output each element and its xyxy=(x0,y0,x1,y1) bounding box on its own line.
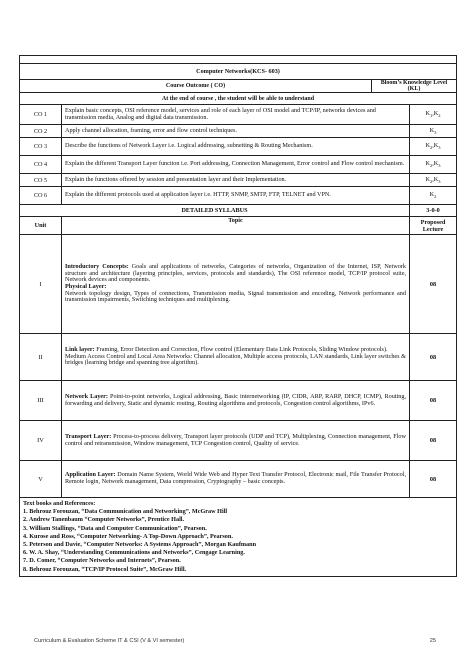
reference-item: 3. William Stallings, “Data and Computer Communication”, Pearson. xyxy=(23,524,207,532)
top-spacer xyxy=(20,56,457,64)
co-knowledge-level: $K_2,K_3$ xyxy=(410,174,457,187)
topic-heading: Link layer: xyxy=(65,345,95,353)
syllabus-title-row xyxy=(20,205,457,217)
co-label: CO 3 xyxy=(20,138,62,156)
unit-number: III xyxy=(20,381,62,421)
topic-paragraph xyxy=(65,394,406,407)
outcome-row xyxy=(20,125,457,138)
topic-body: Goals and applications of networks, Categories of networks, Organization of the Internet, ISP, Network structure and architecture (layering principles, services, protocols and standards), The OSI reference model, TCP/IP protocol suite, Network devices and components. xyxy=(65,262,406,284)
unit-row xyxy=(20,461,457,498)
unit-column-header: Unit xyxy=(20,217,62,235)
co-knowledge-level: $K_3$ xyxy=(410,125,457,138)
topic-body: Point-to-point networks, Logical addressing, Basic internetworking (IP, CIDR, ARP, RARP, DHCP, ICMP), Routing, forwarding and delivery, Static and dynamic routing, Routing algorithms and protocols, Congestion control algorithms, IPv6. xyxy=(65,392,406,407)
topic-paragraph xyxy=(65,434,406,447)
unit-topics xyxy=(62,381,410,421)
topic-heading: Physical Layer: xyxy=(65,283,107,290)
topic-body: Medium Access Control and Local Area Networks: Channel allocation, Multiple access protocols, LAN standards, Link layer switches & bridges (learning bridge and spanning tree algorithm). xyxy=(65,352,406,367)
syllabus-title: DETAILED SYLLABUS xyxy=(20,205,410,217)
topic-body: Framing, Error Detection and Correction, Flow control (Elementary Data Link Protocols, Sliding Window protocols). xyxy=(94,345,388,353)
co-description: Explain basic concepts, OSI reference model, services and role of each layer of OSI model and TCP/IP, networks devices and transmission media, Analog and digital data transmission. xyxy=(62,105,410,125)
references-block xyxy=(20,498,457,577)
outcome-subheading: At the end of course , the student will be able to understand xyxy=(20,93,457,105)
co-description: Apply channel allocation, framing, error and flow control techniques. xyxy=(62,125,410,138)
co-description: Explain the functions offered by session and presentation layer and their Implementation. xyxy=(62,174,410,187)
course-outcome-header: Course Outcome ( CO) xyxy=(20,80,372,93)
co-label: CO 6 xyxy=(20,187,62,205)
reference-item: 7. D. Comer, “Computer Networks and Internets”, Pearson. xyxy=(23,557,181,565)
co-description: Explain the different Transport Layer function i.e. Port addressing, Connection Management, Error control and Flow control mechanism. xyxy=(62,156,410,174)
course-title: Computer Networks(KCS- 603) xyxy=(20,64,457,80)
topic-paragraph xyxy=(65,472,406,485)
topic-body: Domain Name System, World Wide Web and Hyper Text Transfer Protocol, Electronic mail, File Transfer Protocol, Remote login, Network management, Data compression, Cryptography – basic concepts. xyxy=(65,471,406,485)
topic-paragraph xyxy=(65,291,406,304)
footer-text: Curriculum & Evaluation Scheme IT & CSI (V & VI semester) xyxy=(34,638,185,644)
topic-body: Network topology design, Types of connections, Transmission media, Signal transmission and encoding, Network performance and transmission impairments, Switching techniques and multiplexing. xyxy=(65,289,406,304)
syllabus-page xyxy=(19,55,456,577)
topic-heading: Transport Layer: xyxy=(65,432,112,440)
topic-body: Process-to-process delivery, Transport layer protocols (UDP and TCP), Multiplexing, Connection management, Flow control and retransmission, Window management, TCP Congestion control, Quality of service. xyxy=(65,432,406,447)
co-knowledge-level: $K_2,K_3$ xyxy=(410,138,457,156)
reference-item: 8. Behrouz Forouzan, “TCP/IP Protocol Suite”, McGraw Hill. xyxy=(23,565,187,573)
unit-topics xyxy=(62,235,410,334)
unit-number: V xyxy=(20,461,62,498)
unit-lectures: 08 xyxy=(410,334,457,381)
reference-item: 2. Andrew Tanenbaum “Computer Networks”, Prentice Hall. xyxy=(23,516,185,524)
co-description: Describe the functions of Network Layer i.e. Logical addressing, subnetting & Routing Mechanism. xyxy=(62,138,410,156)
references-row xyxy=(20,498,457,577)
outcome-row xyxy=(20,156,457,174)
unit-number: I xyxy=(20,235,62,334)
co-label: CO 2 xyxy=(20,125,62,138)
reference-item: 5. Peterson and Davie, “Computer Networks: A Systems Approach”, Morgan Kaufmann xyxy=(23,541,257,549)
unit-row xyxy=(20,421,457,461)
syllabus-ltp: 3-0-0 xyxy=(410,205,457,217)
unit-lectures: 08 xyxy=(410,235,457,334)
co-label: CO 1 xyxy=(20,105,62,125)
co-knowledge-level: $K_1,K_2$ xyxy=(410,105,457,125)
co-label: CO 4 xyxy=(20,156,62,174)
topic-column-header: Topic xyxy=(62,217,410,235)
page-footer xyxy=(34,638,436,644)
outcome-row xyxy=(20,187,457,205)
topic-paragraph xyxy=(65,264,406,284)
co-label: CO 5 xyxy=(20,174,62,187)
unit-number: II xyxy=(20,334,62,381)
unit-row xyxy=(20,235,457,334)
unit-row xyxy=(20,334,457,381)
unit-topics xyxy=(62,421,410,461)
co-description: Explain the different protocols used at application layer i.e. HTTP, SNMP, SMTP, FTP, TELNET and VPN. xyxy=(62,187,410,205)
unit-lectures: 08 xyxy=(410,421,457,461)
reference-item: 4. Kurose and Ross, “Computer Networking- A Top-Down Approach”, Pearson. xyxy=(23,532,233,540)
outcome-row xyxy=(20,105,457,125)
reference-item: 6. W. A. Shay, “Understanding Communications and Networks”, Cengage Learning. xyxy=(23,549,245,557)
co-knowledge-level: $K_2,K_3$ xyxy=(410,156,457,174)
outcome-row xyxy=(20,138,457,156)
outcome-row xyxy=(20,174,457,187)
bloom-level-header: Bloom’s Knowledge Level (KL) xyxy=(372,80,457,93)
unit-row xyxy=(20,381,457,421)
unit-number: IV xyxy=(20,421,62,461)
co-knowledge-level: $K_2$ xyxy=(410,187,457,205)
unit-topics xyxy=(62,461,410,498)
references-title: Text books and References: xyxy=(23,500,96,507)
topic-heading: Application Layer: xyxy=(65,471,116,479)
unit-lectures: 08 xyxy=(410,381,457,421)
topic-heading: Introductory Concepts: xyxy=(65,262,129,270)
syllabus-header-row xyxy=(20,217,457,235)
lecture-column-header: Proposed Lecture xyxy=(410,217,457,235)
page-number: 25 xyxy=(429,638,436,644)
unit-lectures: 08 xyxy=(410,461,457,498)
unit-topics xyxy=(62,334,410,381)
topic-heading: Network Layer: xyxy=(65,392,108,400)
topic-paragraph xyxy=(65,354,406,367)
reference-item: 1. Behrouz Forouzan, “Data Communication and Networking”, McGraw Hill xyxy=(23,508,228,516)
syllabus-table xyxy=(19,55,457,577)
